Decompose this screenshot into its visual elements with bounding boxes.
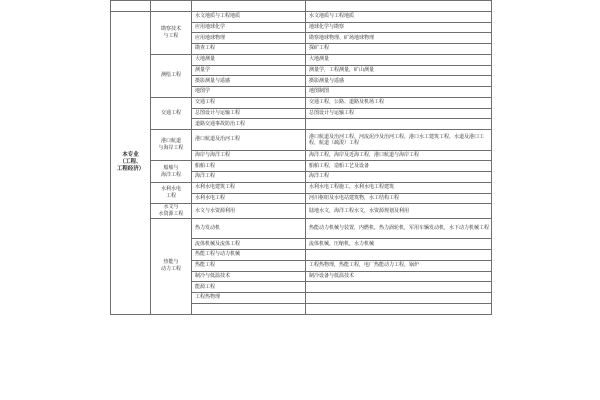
major-name-cell: 能源工程 xyxy=(192,282,306,293)
major-group-name: 热能与 xyxy=(163,259,179,266)
former-major-names-cell: 地球化学与勘察 xyxy=(306,22,492,33)
former-major-names-cell: 水利水电工程施工，水利水电工程建筑 xyxy=(306,182,492,193)
education-level-line: 本专业 xyxy=(122,151,139,158)
top-group-cell xyxy=(151,1,192,12)
major-group-name: 勘察技术 xyxy=(160,26,181,32)
major-group-name: 水利水电 xyxy=(160,186,181,193)
former-major-names-cell xyxy=(306,293,492,304)
table-row xyxy=(111,161,492,172)
former-major-names-cell xyxy=(306,303,492,314)
table-row xyxy=(111,97,492,108)
former-major-names-cell: 船舶工程，造船工艺及设备 xyxy=(306,161,492,172)
former-major-names-cell xyxy=(306,282,492,293)
major-group-cell xyxy=(151,97,192,129)
major-group-cell xyxy=(151,54,192,97)
former-major-names-cell xyxy=(306,119,492,130)
major-name-cell: 测量学 xyxy=(192,65,306,76)
major-name-cell: 热力发动机 xyxy=(192,218,306,239)
former-major-names-cell: 河川枢纽及水电站建筑物，水工结构工程 xyxy=(306,193,492,204)
former-major-names-cell xyxy=(306,250,492,261)
major-group-name: 交通工程 xyxy=(160,110,181,116)
former-major-names-cell: 勘察地球物理、矿场地球物理 xyxy=(306,33,492,44)
major-group-cell xyxy=(151,182,192,204)
former-major-names-cell: 海洋工程 xyxy=(306,172,492,183)
top-alias-cell xyxy=(306,1,492,12)
former-major-names-cell: 测量学，工程测量，矿山测量 xyxy=(306,65,492,76)
top-major-cell xyxy=(192,1,306,12)
former-major-names-cell: 总图设计与运输工程 xyxy=(306,108,492,119)
table-row xyxy=(111,218,492,239)
table-row xyxy=(111,182,492,193)
major-name-cell: 流体机械及流体工程 xyxy=(192,239,306,250)
major-name-cell: 水利水电建筑工程 xyxy=(192,182,306,193)
former-major-names-cell: 交通工程，公路、道路及机场工程 xyxy=(306,97,492,108)
major-name-cell: 交通工程 xyxy=(192,97,306,108)
major-name-cell: 应用地球物理 xyxy=(192,33,306,44)
former-major-names-cell: 摄影测量与遥感 xyxy=(306,76,492,87)
table-row xyxy=(111,130,492,151)
major-group-name: 水文与 xyxy=(163,204,179,211)
major-name-cell: 热能工程 xyxy=(192,260,306,271)
former-major-names-cell: 海洋工程，海岸及近海工程，港口航道与海岸工程 xyxy=(306,150,492,161)
former-major-names-cell: 地图制图 xyxy=(306,87,492,98)
major-name-cell: 港口航道及治河工程 xyxy=(192,130,306,151)
former-major-names-cell: 探矿工程 xyxy=(306,44,492,55)
table-row xyxy=(111,54,492,65)
major-name-cell xyxy=(192,303,306,314)
major-name-cell: 海岸与海洋工程 xyxy=(192,150,306,161)
former-major-names-cell: 制冷设备与低温技术 xyxy=(306,271,492,282)
major-name-cell: 水文与水资源利用 xyxy=(192,204,306,219)
major-group-cell xyxy=(151,204,192,219)
major-name-cell: 道路交通事故防治工程 xyxy=(192,119,306,130)
major-group-name: 工程 xyxy=(165,193,176,200)
major-group-name: 与海岸工程 xyxy=(158,145,184,152)
major-name-cell: 总图设计与运输工程 xyxy=(192,108,306,119)
education-level-cell xyxy=(111,11,151,314)
major-name-cell: 船舶工程 xyxy=(192,161,306,172)
former-major-names-cell: 工程热物理，热能工程，电厂热能动力工程，锅炉 xyxy=(306,260,492,271)
major-group-name: 海洋工程 xyxy=(160,171,181,178)
major-name-cell: 热能工程与动力机械 xyxy=(192,250,306,261)
former-major-names-cell: 大地测量 xyxy=(306,54,492,65)
former-major-names-cell: 陆地水文，海洋工程水文，水资源规划及利用 xyxy=(306,204,492,219)
former-major-names-cell: 流体机械，压缩机，水力机械 xyxy=(306,239,492,250)
major-group-name: 动力工程 xyxy=(160,266,181,273)
major-name-cell: 勘查工程 xyxy=(192,44,306,55)
major-name-cell: 水文地质与工程地质 xyxy=(192,11,306,22)
major-group-name: 与工程 xyxy=(163,32,179,39)
major-name-cell: 工程热物理 xyxy=(192,293,306,304)
major-name-cell: 应用地球化学 xyxy=(192,22,306,33)
major-group-name: 港口航道 xyxy=(160,138,181,145)
major-name-cell: 地图学 xyxy=(192,87,306,98)
major-name-cell: 摄影测量与遥感 xyxy=(192,76,306,87)
major-group-cell xyxy=(151,218,192,314)
major-group-name: 水资源工程 xyxy=(158,211,184,218)
table-top-row xyxy=(111,1,492,12)
top-level-cell xyxy=(111,1,151,12)
major-name-cell: 制冷与低温技术 xyxy=(192,271,306,282)
major-group-cell xyxy=(151,161,192,183)
major-comparison-table xyxy=(110,0,492,315)
table-row xyxy=(111,11,492,22)
education-level-line: （工程、 xyxy=(119,158,142,165)
major-group-cell xyxy=(151,11,192,54)
former-major-names-cell: 港口航道及治河工程，河流泥沙及治河工程，港口水工建筑工程，水道及港口工程，航道（疏浚）工程 xyxy=(306,130,492,151)
former-major-names-cell: 热能动力机械与装置，内燃机，热力涡轮机，军用车辆发动机，水下动力机械工程 xyxy=(306,218,492,239)
education-level-line: 工程经济） xyxy=(116,166,145,173)
major-name-cell: 水利水电工程 xyxy=(192,193,306,204)
former-major-names-cell: 水文地质与工程地质 xyxy=(306,11,492,22)
major-name-cell: 海洋工程 xyxy=(192,172,306,183)
table-row xyxy=(111,204,492,219)
major-group-name: 船舶与 xyxy=(163,164,179,171)
major-name-cell: 大地测量 xyxy=(192,54,306,65)
major-group-cell xyxy=(151,130,192,161)
major-group-name: 测绘工程 xyxy=(160,72,181,79)
